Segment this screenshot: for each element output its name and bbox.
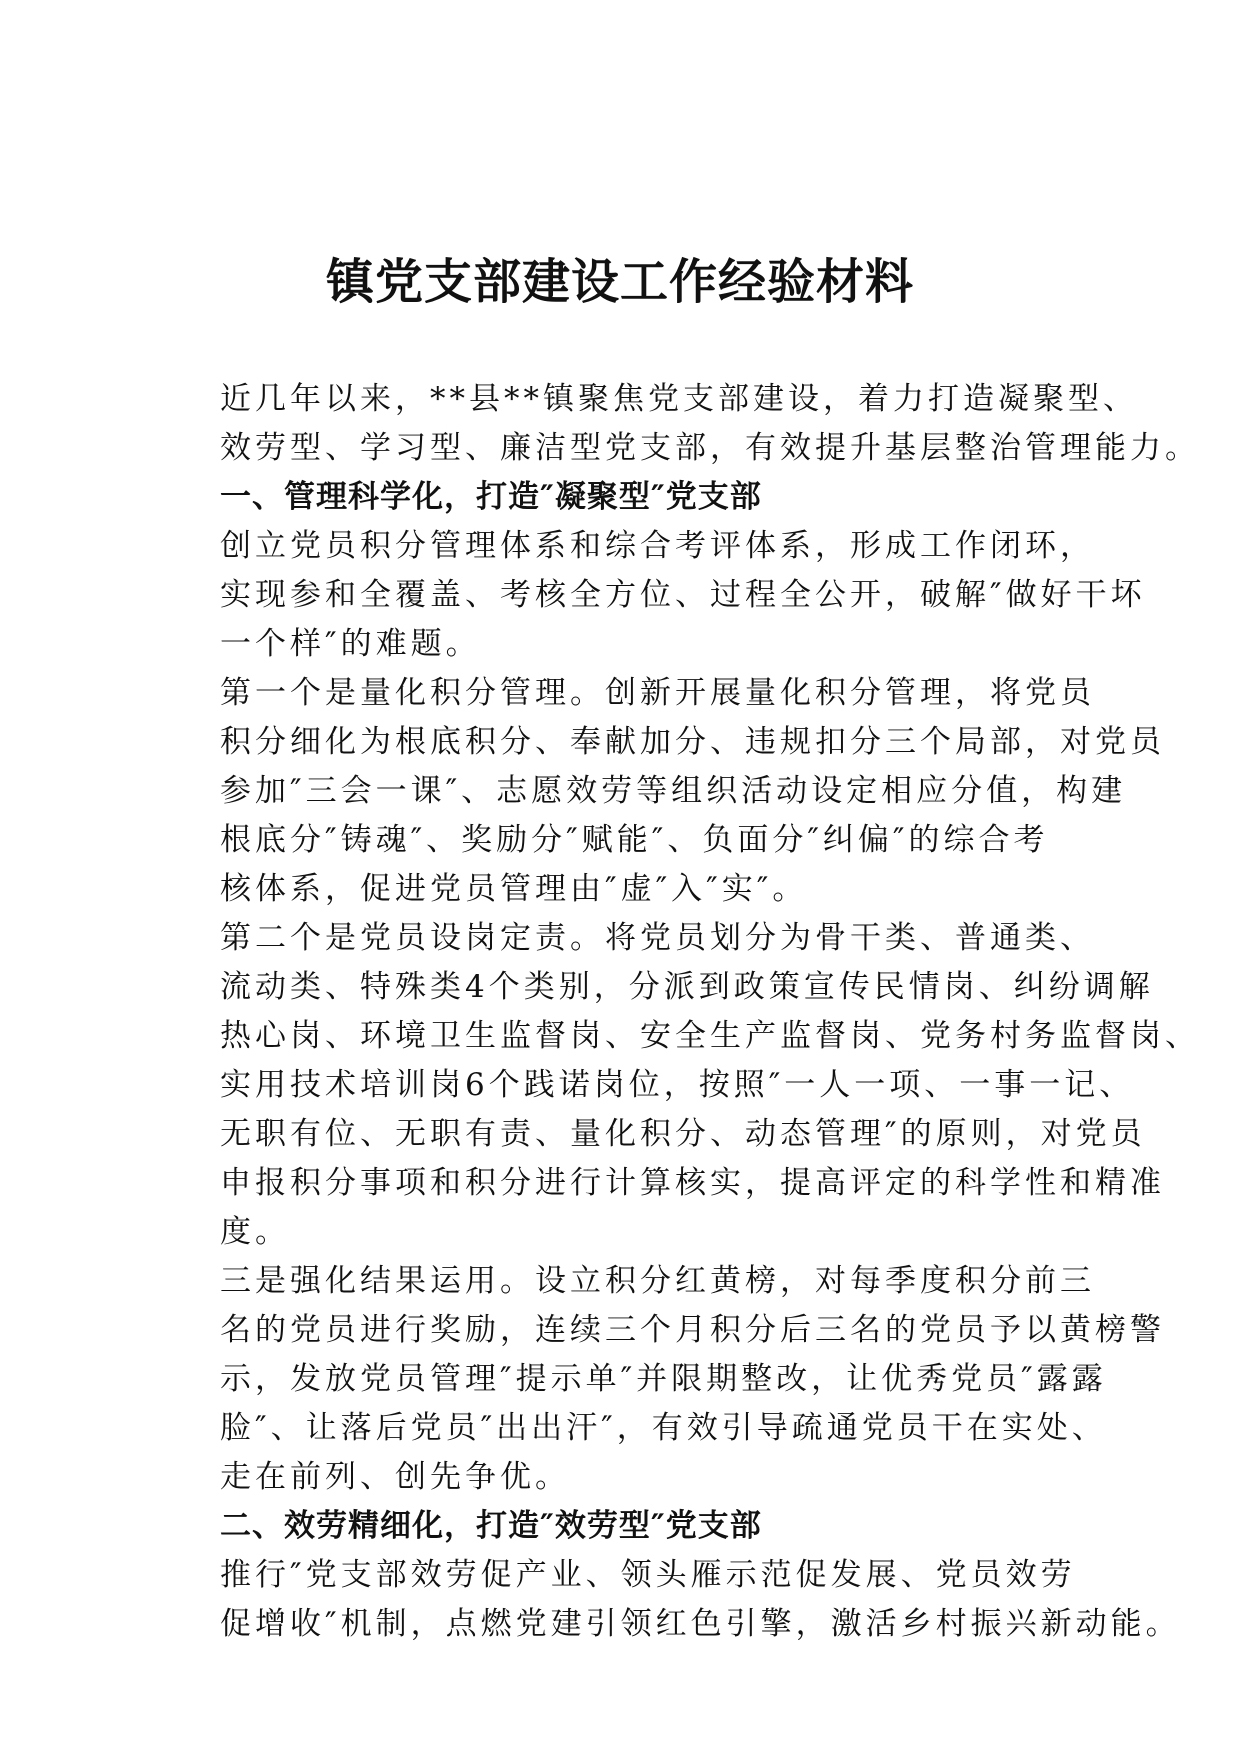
text-line: 申报积分事项和积分进行计算核实，提高评定的科学性和精准 [220, 1165, 1165, 1201]
text-line: 参加″三会一课″、志愿效劳等组织活动设定相应分值，构建 [220, 773, 1127, 809]
text-line: 根底分″铸魂″、奖励分″赋能″、负面分″纠偏″的综合考 [220, 822, 1049, 858]
text-line: 推行″党支部效劳促产业、领头雁示范促发展、党员效劳 [220, 1557, 1076, 1593]
text-line: 热心岗、环境卫生监督岗、安全生产监督岗、党务村务监督岗、 [220, 1018, 1200, 1054]
paragraph [158, 522, 1146, 669]
text-line: 实用技术培训岗6个践诺岗位，按照″一人一项、一事一记、 [220, 1067, 1135, 1103]
paragraph [158, 669, 1165, 914]
text-line: 走在前列、创先争优。 [220, 1459, 570, 1495]
text-line: 三是强化结果运用。设立积分红黄榜，对每季度积分前三 [220, 1263, 1095, 1299]
text-line: 名的党员进行奖励，连续三个月积分后三名的党员予以黄榜警 [220, 1312, 1165, 1348]
text-line: 流动类、特殊类4个类别，分派到政策宣传民情岗、纠纷调解 [220, 969, 1154, 1005]
text-line: 促增收″机制，点燃党建引领红色引擎，激活乡村振兴新动能。 [220, 1606, 1181, 1642]
paragraph [158, 1551, 1181, 1649]
text-line: 无职有位、无职有责、量化积分、动态管理″的原则，对党员 [220, 1116, 1146, 1152]
text-line: 效劳型、学习型、廉洁型党支部，有效提升基层整治管理能力。 [220, 430, 1200, 466]
text-line: 核体系，促进党员管理由″虚″入″实″。 [220, 871, 808, 907]
text-line: 第一个是量化积分管理。创新开展量化积分管理，将党员 [220, 675, 1095, 711]
section-heading-2 [158, 1502, 1098, 1551]
text-line: 脸″、让落后党员″出出汗″，有效引导疏通党员干在实处、 [220, 1410, 1107, 1446]
heading-text: 一、管理科学化，打造″凝聚型″党支部 [220, 479, 762, 515]
text-line: 实现参和全覆盖、考核全方位、过程全公开，破解″做好干坏 [220, 577, 1146, 613]
paragraph [158, 1257, 1165, 1502]
paragraph-intro [158, 375, 1200, 473]
document-title: 镇党支部建设工作经验材料 [325, 254, 914, 310]
section-heading-1 [158, 473, 1098, 522]
paragraph [158, 914, 1200, 1257]
text-line: 度。 [220, 1214, 290, 1250]
text-line: 创立党员积分管理体系和综合考评体系，形成工作闭环， [220, 528, 1095, 564]
text-line: 第二个是党员设岗定责。将党员划分为骨干类、普通类、 [220, 920, 1095, 956]
text-line: 示，发放党员管理″提示单″并限期整改，让优秀党员″露露 [220, 1361, 1107, 1397]
text-line: 一个样″的难题。 [220, 626, 481, 662]
text-line: 近几年以来，**县**镇聚焦党支部建设，着力打造凝聚型、 [220, 381, 1138, 417]
document-body [158, 375, 1200, 1649]
heading-text: 二、效劳精细化，打造″效劳型″党支部 [220, 1508, 762, 1544]
text-line: 积分细化为根底积分、奉献加分、违规扣分三个局部，对党员 [220, 724, 1165, 760]
